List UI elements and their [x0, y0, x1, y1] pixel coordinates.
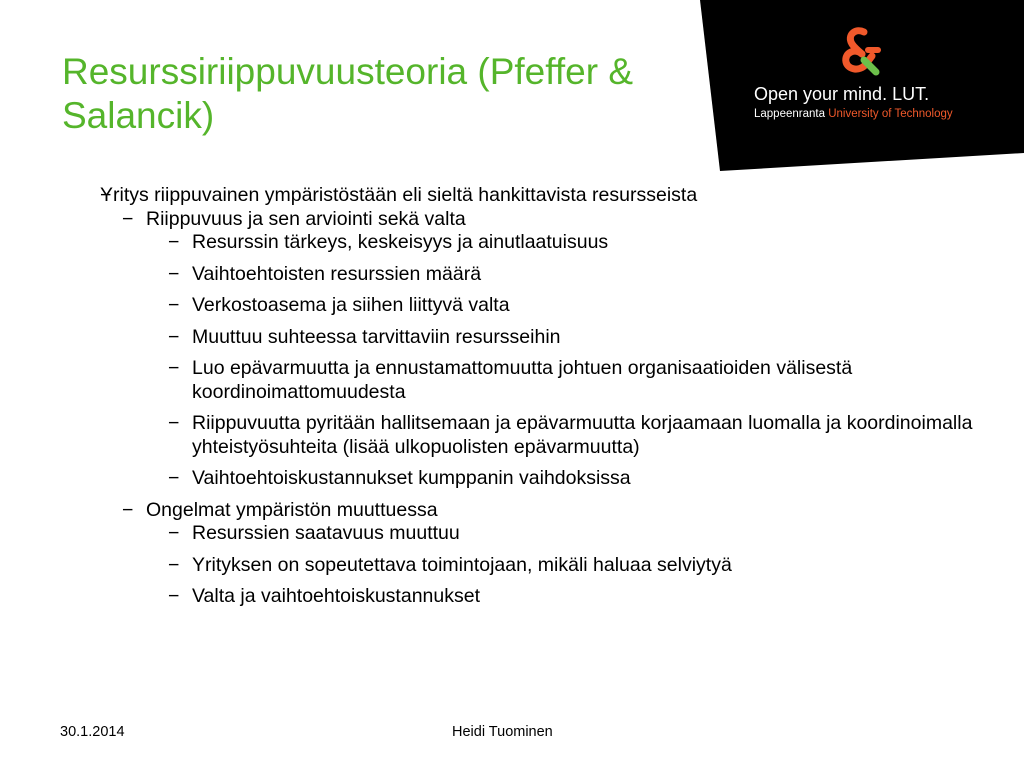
footer-date: 30.1.2014	[60, 724, 125, 740]
list-item: − Resurssin tärkeys, keskeisyys ja ainutlaatuisuus	[146, 231, 1000, 255]
logo-university-name	[754, 108, 953, 120]
footer-author: Heidi Tuominen	[452, 724, 553, 740]
list-item: − Verkostoasema ja siihen liittyvä valta	[146, 294, 1000, 318]
list-item: − Valta ja vaihtoehtoiskustannukset	[146, 585, 1000, 609]
list-item: − Resurssien saatavuus muuttuu	[146, 522, 1000, 546]
slide-bullet-list	[60, 184, 1000, 617]
list-item: − Riippuvuutta pyritään hallitsemaan ja epävarmuutta korjaamaan luomalla ja koordinoimalla yhteistyösuhteita (lisää ulkopuolisten epävarmuutta)	[146, 412, 1000, 459]
lut-ampersand-icon	[834, 26, 884, 76]
sub-bullet-text: Ongelmat ympäristön muuttuessa	[146, 498, 438, 521]
sub-bullet-item	[100, 499, 1000, 609]
slide-title	[62, 50, 702, 138]
logo-slogan: Open your mind. LUT.	[754, 84, 930, 104]
logo-university-accent: University of Technology	[828, 108, 953, 120]
bullet-text: Yritys riippuvainen ympäristöstään eli sieltä hankittavista resursseista	[100, 184, 698, 206]
lut-logo-panel	[700, 0, 1024, 171]
sub-bullet-list	[100, 208, 1000, 609]
sub-bullet-item	[100, 208, 1000, 491]
sub-sub-bullet-list	[146, 231, 1000, 491]
bullet-item	[100, 184, 1000, 609]
list-item: − Yrityksen on sopeutettava toimintojaan, mikäli haluaa selviytyä	[146, 554, 1000, 578]
list-item: − Vaihtoehtoisten resurssien määrä	[146, 263, 1000, 287]
sub-bullet-text: Riippuvuus ja sen arviointi sekä valta	[146, 207, 466, 230]
slide-title-line: Resurssiriippuvuusteoria (Pfeffer &	[62, 51, 634, 92]
list-item: − Luo epävarmuutta ja ennustamattomuutta johtuen organisaatioiden välisestä koordinoimattomuudesta	[146, 357, 1000, 404]
slide-title-line: Salancik)	[62, 95, 215, 136]
list-item: − Vaihtoehtoiskustannukset kumppanin vaihdoksissa	[146, 467, 1000, 491]
list-item: − Muuttuu suhteessa tarvittaviin resursseihin	[146, 326, 1000, 350]
sub-sub-bullet-list	[146, 522, 1000, 609]
logo-city: Lappeenranta	[754, 108, 829, 120]
